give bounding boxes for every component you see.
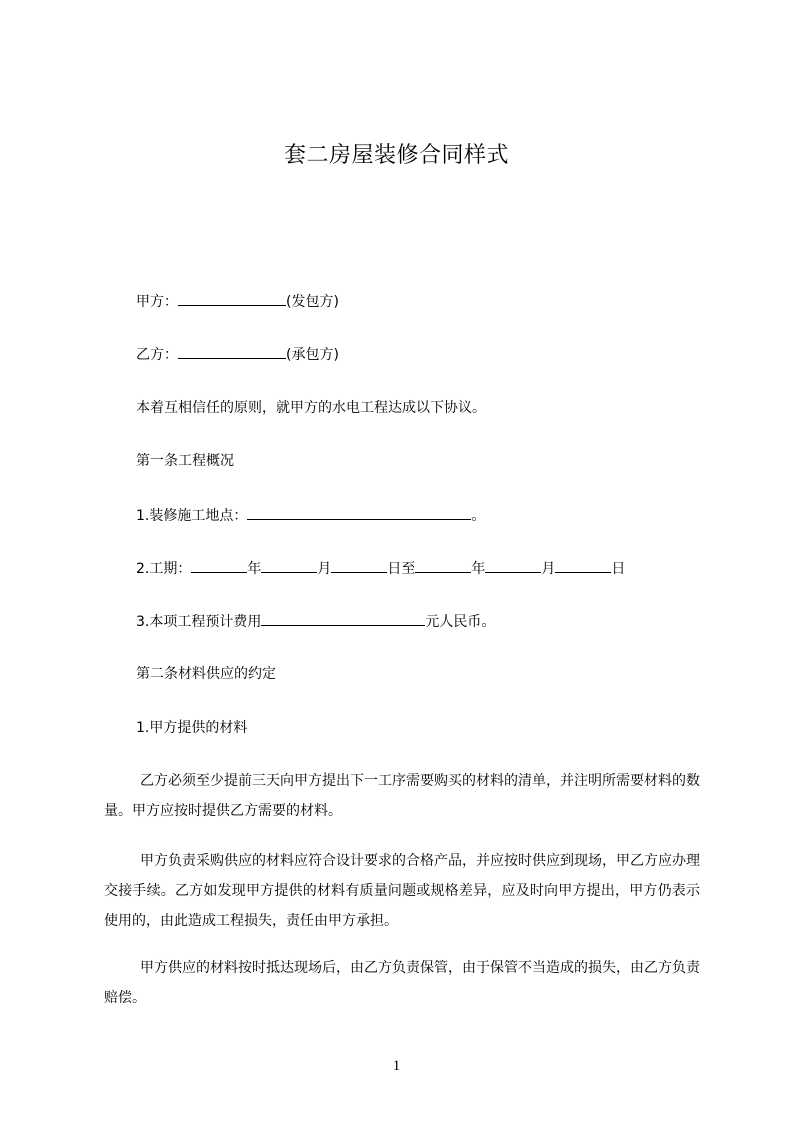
start-day-unit: 日至 [387, 561, 416, 577]
party-b-label: 乙方： [136, 347, 178, 363]
end-year-unit: 年 [471, 561, 486, 577]
article2-sub1: 1.甲方提供的材料 [136, 720, 248, 736]
item3-end: 元人民币。 [425, 614, 496, 630]
document-title: 套二房屋装修合同样式 [283, 143, 509, 168]
start-year-blank [191, 558, 247, 573]
address-blank [247, 505, 471, 520]
paragraph-2: 甲方负责采购供应的材料应符合设计要求的合格产品，并应按时供应到现场，甲乙方应办理交接手续。乙方如发现甲方提供的材料有质量问题或规格差异，应及时向甲方提出，甲方仍表示使用的，由此造成工程损失，责任由甲方承担。 [104, 853, 700, 929]
article1-heading: 第一条工程概况 [136, 453, 234, 469]
cost-blank [261, 611, 425, 626]
start-month-unit: 月 [317, 561, 332, 577]
end-year-blank [415, 558, 471, 573]
party-b-suffix: (承包方) [286, 347, 339, 363]
article1-item2 [136, 558, 625, 579]
party-a-suffix: (发包方) [286, 294, 339, 310]
item3-label: 3.本项工程预计费用 [136, 614, 262, 630]
paragraph-1: 乙方必须至少提前三天向甲方提出下一工序需要购买的材料的清单，并注明所需要材料的数量。甲方应按时提供乙方需要的材料。 [104, 773, 700, 819]
party-a-line [136, 291, 339, 312]
intro-text: 本着互相信任的原则，就甲方的水电工程达成以下协议。 [136, 400, 486, 416]
party-a-blank [178, 291, 286, 306]
article1-item3 [136, 611, 495, 632]
start-day-blank [331, 558, 387, 573]
party-b-line [136, 344, 339, 365]
item1-end: 。 [471, 508, 486, 524]
start-year-unit: 年 [247, 561, 262, 577]
end-month-blank [485, 558, 541, 573]
end-month-unit: 月 [541, 561, 556, 577]
party-a-label: 甲方： [136, 294, 178, 310]
paragraph-3: 甲方供应的材料按时抵达现场后，由乙方负责保管，由于保管不当造成的损失，由乙方负责赔偿。 [104, 960, 700, 1006]
item2-label: 2.工期： [136, 561, 192, 577]
item1-label: 1.装修施工地点： [136, 508, 248, 524]
start-month-blank [261, 558, 317, 573]
end-day-unit: 日 [611, 561, 626, 577]
article1-item1 [136, 505, 485, 526]
end-day-blank [555, 558, 611, 573]
article2-heading: 第二条材料供应的约定 [136, 666, 276, 682]
page-number: 1 [392, 1058, 401, 1074]
party-b-blank [178, 344, 286, 359]
